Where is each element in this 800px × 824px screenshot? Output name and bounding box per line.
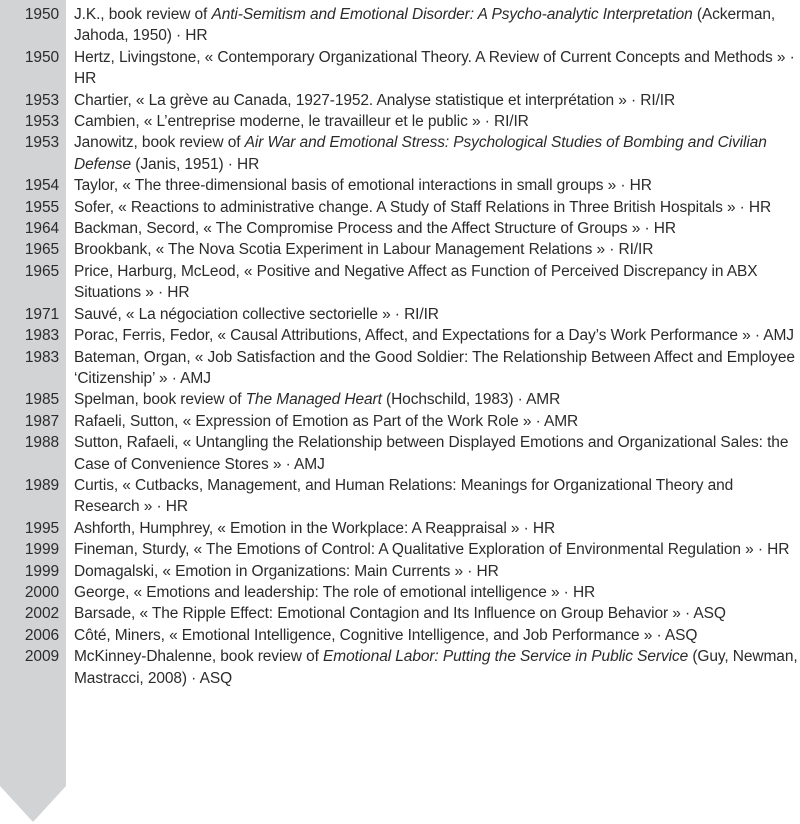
citation-title: Anti-Semitism and Emotional Disorder: A Psycho-analytic Interpretation: [211, 6, 693, 23]
entry-citation: [74, 239, 800, 260]
citation-text: Sofer, « Reactions to administrative change. A Study of Staff Relations in Three British Hospitals » · HR: [74, 198, 772, 216]
citation-text: Price, Harburg, McLeod, « Positive and Negative Affect as Function of Perceived Discrepancy in ABX Situations » · HR: [74, 262, 758, 302]
entry-citation: [74, 132, 800, 175]
timeline-entry: [0, 389, 800, 410]
entry-citation: [74, 518, 800, 539]
entry-year: 1955: [24, 198, 59, 216]
entry-year: 1964: [24, 220, 59, 238]
timeline-entry: [0, 90, 800, 111]
citation-text: J.K., book review of: [74, 6, 212, 23]
citation-text: Barsade, « The Ripple Effect: Emotional Contagion and Its Influence on Group Behavior » · ASQ: [74, 605, 726, 623]
citation-text: Backman, Secord, « The Compromise Process and the Affect Structure of Groups » · HR: [74, 220, 676, 238]
entry-year: 1983: [24, 327, 59, 345]
entry-citation: [74, 197, 800, 218]
entry-citation: [74, 47, 800, 90]
citation-source: (Janis, 1951) · HR: [131, 155, 260, 173]
entry-citation: [74, 261, 800, 304]
entry-year: 1983: [24, 348, 59, 366]
entry-citation: [74, 218, 800, 239]
entry-year: 1995: [24, 519, 59, 537]
entry-citation: [74, 561, 800, 582]
timeline-list: [0, 4, 800, 689]
timeline-entry: [0, 432, 800, 475]
timeline-entry: [0, 111, 800, 132]
entry-citation: [74, 90, 800, 111]
timeline-entry: [0, 411, 800, 432]
citation-text: George, « Emotions and leadership: The role of emotional intelligence » · HR: [74, 583, 596, 601]
citation-text: Spelman, book review of: [74, 391, 246, 409]
timeline-entry: [0, 218, 800, 239]
timeline-entry: [0, 197, 800, 218]
entry-citation: [74, 347, 800, 390]
entry-citation: [74, 646, 800, 689]
entry-citation: [74, 389, 800, 410]
entry-citation: [74, 582, 800, 603]
entry-year: 1988: [24, 434, 59, 452]
entry-year: 2000: [24, 583, 59, 601]
timeline-entry: [0, 582, 800, 603]
timeline-entry: [0, 539, 800, 560]
timeline-entry: [0, 304, 800, 325]
entry-year: 2009: [24, 648, 59, 666]
entry-year: 1953: [24, 91, 59, 109]
citation-title: Emotional Labor: Putting the Service in Public Service: [323, 648, 689, 666]
citation-text: Ashforth, Humphrey, « Emotion in the Workplace: A Reappraisal » · HR: [74, 519, 556, 537]
entry-year: 2002: [24, 605, 59, 623]
entry-year: 1954: [24, 177, 59, 195]
timeline-entry: [0, 4, 800, 47]
citation-text: Chartier, « La grève au Canada, 1927-1952. Analyse statistique et interprétation » · RI/IR: [74, 91, 676, 109]
entry-year: 1950: [24, 6, 59, 23]
timeline-entry: [0, 561, 800, 582]
citation-text: Janowitz, book review of: [74, 134, 245, 152]
citation-source: (Guy, Newman, Mastracci, 2008) · ASQ: [74, 648, 798, 687]
entry-year: 1953: [24, 113, 59, 131]
citation-text: Fineman, Sturdy, « The Emotions of Control: A Qualitative Exploration of Environmental Regulation » · HR: [74, 541, 790, 559]
timeline-entry: [0, 175, 800, 196]
citation-text: Sutton, Rafaeli, « Untangling the Relationship between Displayed Emotions and Organizational Sales: the Case of Convenience Stores » · AMJ: [74, 434, 789, 473]
timeline-entry: [0, 646, 800, 689]
entry-citation: [74, 325, 800, 346]
entry-year: 1965: [24, 241, 59, 259]
entry-year: 1989: [24, 476, 59, 494]
citation-title: The Managed Heart: [245, 391, 382, 409]
citation-text: Sauvé, « La négociation collective sectorielle » · RI/IR: [74, 305, 439, 323]
citation-title: Air War and Emotional Stress: Psychological Studies of Bombing and Civilian Defense: [74, 134, 767, 173]
entry-year: 1971: [24, 305, 59, 323]
entry-citation: [74, 539, 800, 560]
timeline-entry: [0, 475, 800, 518]
citation-text: Côté, Miners, « Emotional Intelligence, Cognitive Intelligence, and Job Performance » · ASQ: [74, 626, 698, 644]
timeline-entry: [0, 132, 800, 175]
entry-citation: [74, 475, 800, 518]
entry-year: 1999: [24, 562, 59, 580]
citation-text: Cambien, « L’entreprise moderne, le travailleur et le public » · RI/IR: [74, 113, 529, 131]
entry-year: 1987: [24, 412, 59, 430]
timeline-entry: [0, 47, 800, 90]
entry-year: 1953: [24, 134, 59, 152]
timeline-entry: [0, 347, 800, 390]
entry-citation: [74, 304, 800, 325]
timeline-entry: [0, 625, 800, 646]
citation-text: Domagalski, « Emotion in Organizations: Main Currents » · HR: [74, 562, 499, 580]
citation-text: Bateman, Organ, « Job Satisfaction and the Good Soldier: The Relationship Between Affect and Employee ‘Citizenship’ » · AMJ: [74, 348, 795, 387]
citation-text: Hertz, Livingstone, « Contemporary Organizational Theory. A Review of Current Concepts and Methods » · HR: [74, 48, 795, 88]
citation-source: (Hochschild, 1983) · AMR: [381, 391, 561, 409]
entry-citation: [74, 111, 800, 132]
entry-citation: [74, 411, 800, 432]
timeline-entry: [0, 603, 800, 624]
entry-citation: [74, 432, 800, 475]
citation-text: Brookbank, « The Nova Scotia Experiment in Labour Management Relations » · RI/IR: [74, 241, 654, 259]
citation-text: McKinney-Dhalenne, book review of: [74, 648, 324, 666]
citation-text: Porac, Ferris, Fedor, « Causal Attributions, Affect, and Expectations for a Day’s Work Performance » · AMJ: [74, 327, 794, 345]
entry-citation: [74, 625, 800, 646]
entry-citation: [74, 175, 800, 196]
timeline-entry: [0, 518, 800, 539]
citation-source: (Ackerman, Jahoda, 1950) · HR: [74, 6, 776, 45]
citation-text: Taylor, « The three-dimensional basis of emotional interactions in small groups » · HR: [74, 177, 652, 195]
timeline-entry: [0, 261, 800, 304]
entry-year: 1999: [24, 541, 59, 559]
entry-citation: [74, 4, 800, 47]
entry-year: 2006: [24, 626, 59, 644]
citation-text: Rafaeli, Sutton, « Expression of Emotion as Part of the Work Role » · AMR: [74, 412, 579, 430]
entry-year: 1965: [24, 262, 59, 280]
entry-citation: [74, 603, 800, 624]
timeline-entry: [0, 239, 800, 260]
timeline-entry: [0, 325, 800, 346]
entry-year: 1950: [24, 48, 59, 66]
entry-year: 1985: [24, 391, 59, 409]
citation-text: Curtis, « Cutbacks, Management, and Human Relations: Meanings for Organizational Theory and Research » · HR: [74, 476, 734, 516]
